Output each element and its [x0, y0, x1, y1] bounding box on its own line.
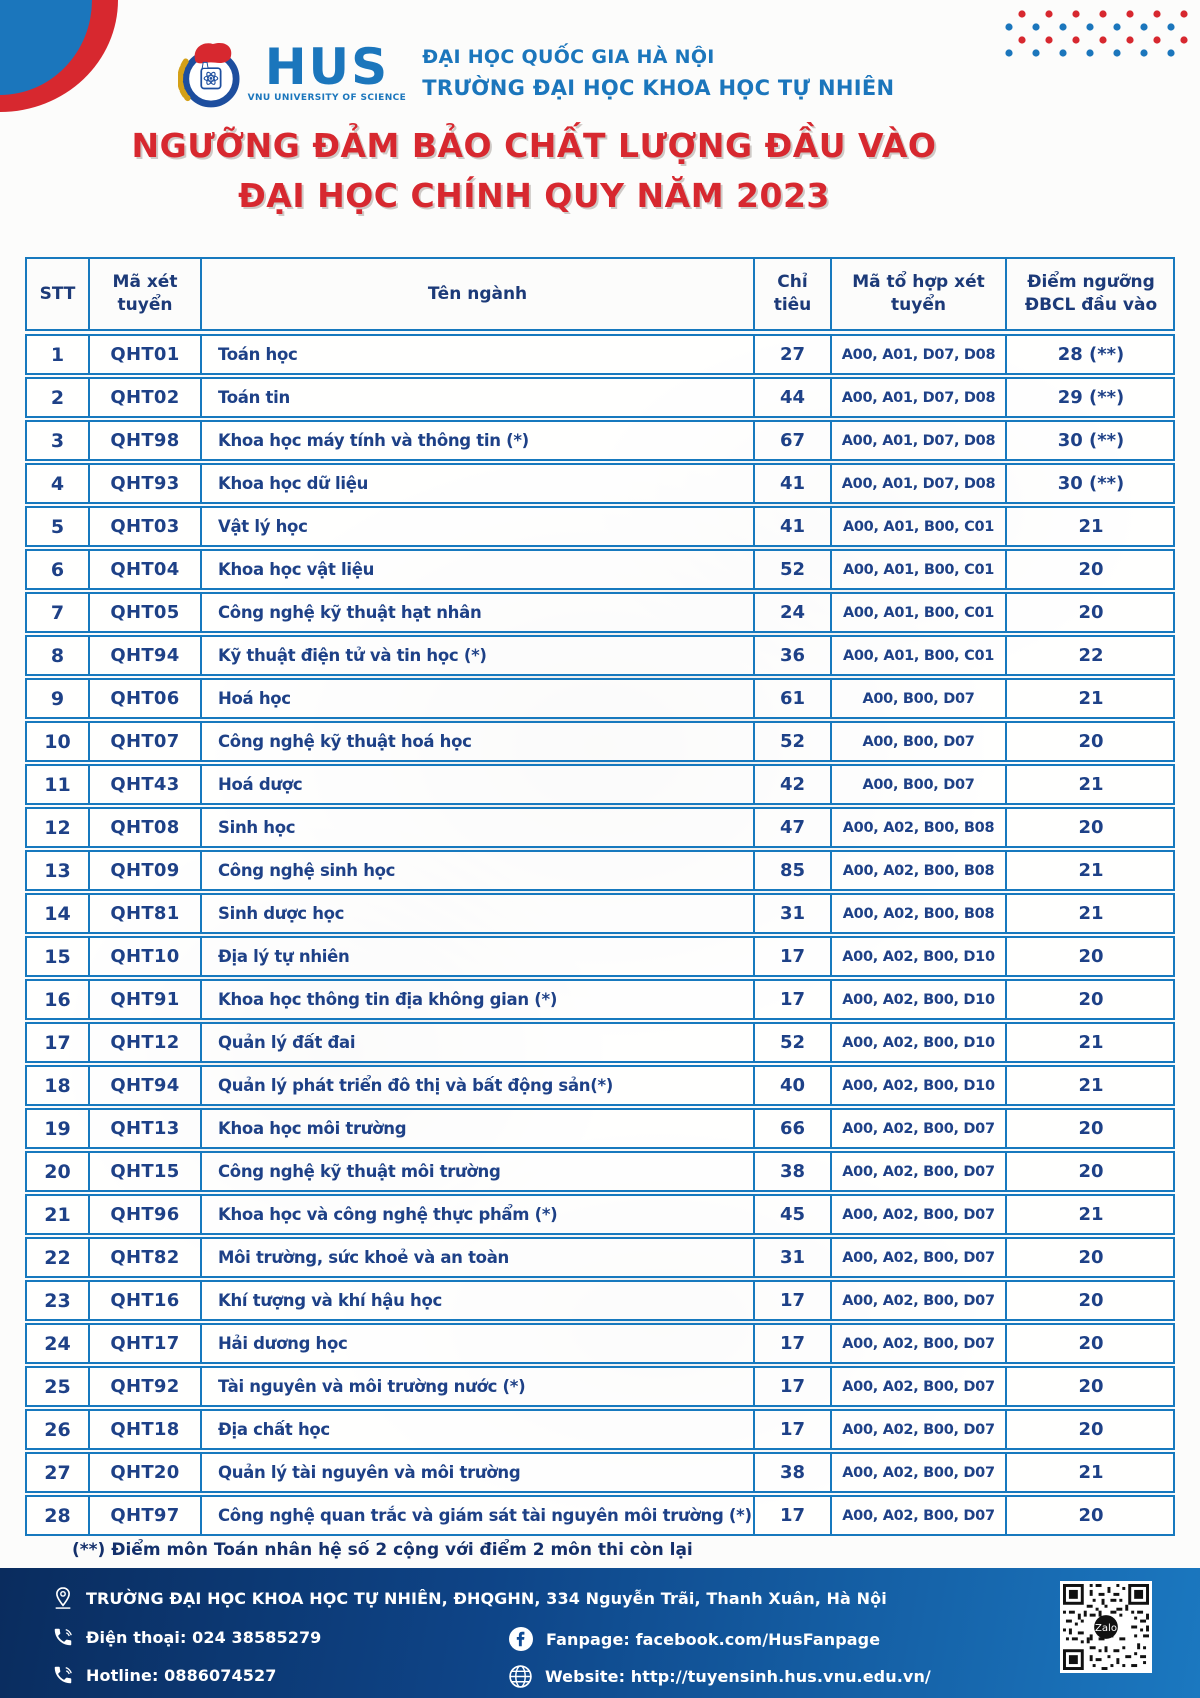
cell-quota: 36	[755, 637, 832, 674]
cell-score: 30 (**)	[1057, 473, 1125, 494]
cell-score: 20	[1078, 559, 1104, 580]
cell-combo: A00, A02, B00, D07	[832, 1497, 1007, 1534]
cell-score: 21	[1078, 1075, 1104, 1096]
cell-code: QHT15	[90, 1153, 202, 1190]
cell-score: 20	[1078, 1333, 1104, 1354]
cell-quota: 67	[755, 422, 832, 459]
cell-combo: A00, A02, B00, D07	[832, 1454, 1007, 1491]
cell-combo: A00, B00, D07	[832, 723, 1007, 760]
cell-stt: 23	[27, 1282, 90, 1319]
table-row	[25, 1452, 1175, 1493]
column-header-score: Điểm ngưỡng ĐBCL đầu vào	[1024, 272, 1158, 315]
cell-score: 20	[1078, 1419, 1104, 1440]
cell-score: 21	[1078, 903, 1104, 924]
cell-major: Toán tin	[202, 379, 755, 416]
university-name-vnu: ĐẠI HỌC QUỐC GIA HÀ NỘI	[422, 46, 715, 68]
table-row	[25, 463, 1175, 504]
cell-combo: A00, A02, B00, D07	[832, 1368, 1007, 1405]
cell-major: Môi trường, sức khoẻ và an toàn	[202, 1239, 755, 1276]
address-text: TRƯỜNG ĐẠI HỌC KHOA HỌC TỰ NHIÊN, ĐHQGHN, 334 Nguyễn Trãi, Thanh Xuân, Hà Nội	[86, 1588, 887, 1608]
cell-combo: A00, A02, B00, D07	[832, 1325, 1007, 1362]
table-row	[25, 506, 1175, 547]
cell-stt: 6	[27, 551, 90, 588]
cell-major: Công nghệ sinh học	[202, 852, 755, 889]
cell-major: Khoa học môi trường	[202, 1110, 755, 1147]
table-row	[25, 1108, 1175, 1149]
cell-code: QHT10	[90, 938, 202, 975]
cell-stt: 17	[27, 1024, 90, 1061]
cell-major: Khoa học máy tính và thông tin (*)	[202, 422, 755, 459]
cell-stt: 7	[27, 594, 90, 631]
cell-stt: 24	[27, 1325, 90, 1362]
cell-score: 21	[1078, 516, 1104, 537]
cell-code: QHT97	[90, 1497, 202, 1534]
cell-stt: 28	[27, 1497, 90, 1534]
cell-combo: A00, A02, B00, D07	[832, 1282, 1007, 1319]
phone-row	[52, 1626, 321, 1648]
cell-major: Hải dương học	[202, 1325, 755, 1362]
footer	[0, 1568, 1200, 1698]
cell-major: Vật lý học	[202, 508, 755, 545]
cell-quota: 24	[755, 594, 832, 631]
cell-stt: 2	[27, 379, 90, 416]
cell-combo: A00, A01, D07, D08	[832, 465, 1007, 502]
cell-combo: A00, A02, B00, D10	[832, 1067, 1007, 1104]
cell-code: QHT05	[90, 594, 202, 631]
cell-quota: 17	[755, 1497, 832, 1534]
cell-major: Địa lý tự nhiên	[202, 938, 755, 975]
cell-stt: 9	[27, 680, 90, 717]
cell-code: QHT08	[90, 809, 202, 846]
cell-score: 20	[1078, 817, 1104, 838]
cell-stt: 19	[27, 1110, 90, 1147]
cell-code: QHT01	[90, 336, 202, 373]
cell-combo: A00, A02, B00, D10	[832, 1024, 1007, 1061]
footnote-text: (**) Điểm môn Toán nhân hệ số 2 cộng với điểm 2 môn thi còn lại	[72, 1540, 693, 1560]
cell-code: QHT91	[90, 981, 202, 1018]
cell-stt: 18	[27, 1067, 90, 1104]
cell-code: QHT96	[90, 1196, 202, 1233]
cell-score: 20	[1078, 946, 1104, 967]
cell-combo: A00, A02, B00, D07	[832, 1411, 1007, 1448]
table-row	[25, 1194, 1175, 1235]
cell-major: Địa chất học	[202, 1411, 755, 1448]
cell-combo: A00, A01, B00, C01	[832, 594, 1007, 631]
cell-score: 20	[1078, 1247, 1104, 1268]
cell-score: 20	[1078, 731, 1104, 752]
cell-major: Sinh học	[202, 809, 755, 846]
cell-stt: 10	[27, 723, 90, 760]
cell-quota: 31	[755, 895, 832, 932]
cell-score: 20	[1078, 1376, 1104, 1397]
cell-major: Công nghệ quan trắc và giám sát tài nguyên môi trường (*)	[202, 1497, 755, 1534]
table-row	[25, 850, 1175, 891]
address-row	[52, 1586, 887, 1610]
cell-combo: A00, A02, B00, D07	[832, 1196, 1007, 1233]
table-row	[25, 893, 1175, 934]
cell-quota: 66	[755, 1110, 832, 1147]
cell-stt: 11	[27, 766, 90, 803]
cell-combo: A00, A01, D07, D08	[832, 422, 1007, 459]
location-pin-icon	[52, 1586, 74, 1610]
cell-major: Quản lý phát triển đô thị và bất động sản(*)	[202, 1067, 755, 1104]
table-row	[25, 1366, 1175, 1407]
facebook-icon	[508, 1626, 534, 1652]
logo-acronym: HUS	[264, 38, 390, 96]
table-row	[25, 635, 1175, 676]
column-header-combo: Mã tổ hợp xét tuyển	[832, 259, 1007, 329]
cell-code: QHT07	[90, 723, 202, 760]
cell-score: 20	[1078, 1118, 1104, 1139]
cell-quota: 41	[755, 465, 832, 502]
cell-quota: 38	[755, 1454, 832, 1491]
cell-score: 29 (**)	[1057, 387, 1125, 408]
column-header-stt: STT	[27, 259, 90, 329]
cell-quota: 17	[755, 1325, 832, 1362]
globe-icon	[508, 1664, 533, 1689]
cell-major: Công nghệ kỹ thuật hạt nhân	[202, 594, 755, 631]
cell-score: 20	[1078, 1505, 1104, 1526]
cell-combo: A00, A01, B00, C01	[832, 637, 1007, 674]
table-row	[25, 1280, 1175, 1321]
website-text: Website: http://tuyensinh.hus.vnu.edu.vn/	[545, 1667, 931, 1686]
fanpage-row	[508, 1626, 880, 1652]
cell-combo: A00, A02, B00, B08	[832, 809, 1007, 846]
cell-combo: A00, A01, D07, D08	[832, 336, 1007, 373]
cell-stt: 8	[27, 637, 90, 674]
logo-subtitle: VNU UNIVERSITY OF SCIENCE	[247, 93, 407, 103]
cell-score: 20	[1078, 989, 1104, 1010]
table-row	[25, 721, 1175, 762]
cell-code: QHT43	[90, 766, 202, 803]
cell-score: 20	[1078, 602, 1104, 623]
cell-stt: 27	[27, 1454, 90, 1491]
hus-logo-emblem	[178, 40, 240, 108]
cell-major: Khí tượng và khí hậu học	[202, 1282, 755, 1319]
cell-code: QHT20	[90, 1454, 202, 1491]
cell-combo: A00, A02, B00, B08	[832, 852, 1007, 889]
cell-stt: 13	[27, 852, 90, 889]
cell-stt: 20	[27, 1153, 90, 1190]
cell-score: 21	[1078, 860, 1104, 881]
table-row	[25, 764, 1175, 805]
cell-stt: 21	[27, 1196, 90, 1233]
column-header-quota: Chỉ tiêu	[755, 259, 832, 329]
cell-code: QHT03	[90, 508, 202, 545]
column-header-major: Tên ngành	[202, 259, 755, 329]
poster-title	[0, 126, 1200, 215]
phone-icon	[52, 1664, 74, 1686]
table-row	[25, 420, 1175, 461]
cell-score: 21	[1078, 688, 1104, 709]
cell-combo: A00, A01, D07, D08	[832, 379, 1007, 416]
cell-major: Khoa học thông tin địa không gian (*)	[202, 981, 755, 1018]
cell-code: QHT16	[90, 1282, 202, 1319]
table-row	[25, 979, 1175, 1020]
cell-combo: A00, A02, B00, D07	[832, 1153, 1007, 1190]
admissions-table	[25, 257, 1175, 1538]
cell-major: Toán học	[202, 336, 755, 373]
cell-quota: 17	[755, 938, 832, 975]
cell-code: QHT18	[90, 1411, 202, 1448]
cell-code: QHT12	[90, 1024, 202, 1061]
cell-major: Khoa học vật liệu	[202, 551, 755, 588]
cell-score: 21	[1078, 774, 1104, 795]
cell-major: Quản lý tài nguyên và môi trường	[202, 1454, 755, 1491]
hotline-text: Hotline: 0886074527	[86, 1665, 277, 1685]
cell-quota: 17	[755, 1368, 832, 1405]
cell-combo: A00, A01, B00, C01	[832, 551, 1007, 588]
table-row	[25, 678, 1175, 719]
cell-major: Công nghệ kỹ thuật môi trường	[202, 1153, 755, 1190]
cell-stt: 25	[27, 1368, 90, 1405]
cell-quota: 17	[755, 1282, 832, 1319]
table-row	[25, 377, 1175, 418]
cell-combo: A00, A02, B00, D10	[832, 938, 1007, 975]
cell-code: QHT94	[90, 637, 202, 674]
cell-major: Quản lý đất đai	[202, 1024, 755, 1061]
table-row	[25, 592, 1175, 633]
cell-score: 30 (**)	[1057, 430, 1125, 451]
phone-text: Điện thoại: 024 38585279	[86, 1627, 322, 1647]
phone-icon	[52, 1626, 74, 1648]
poster-title-line2: ĐẠI HỌC CHÍNH QUY NĂM 2023	[238, 176, 830, 215]
cell-code: QHT13	[90, 1110, 202, 1147]
cell-quota: 52	[755, 551, 832, 588]
cell-code: QHT02	[90, 379, 202, 416]
table-row	[25, 936, 1175, 977]
table-row	[25, 1409, 1175, 1450]
cell-score: 20	[1078, 1161, 1104, 1182]
cell-code: QHT98	[90, 422, 202, 459]
cell-code: QHT94	[90, 1067, 202, 1104]
table-row	[25, 1022, 1175, 1063]
cell-major: Công nghệ kỹ thuật hoá học	[202, 723, 755, 760]
table-row	[25, 549, 1175, 590]
cell-stt: 3	[27, 422, 90, 459]
cell-major: Tài nguyên và môi trường nước (*)	[202, 1368, 755, 1405]
cell-code: QHT93	[90, 465, 202, 502]
zalo-label: Zalo	[1094, 1623, 1118, 1635]
cell-quota: 41	[755, 508, 832, 545]
hotline-row	[52, 1664, 276, 1686]
university-name-school: TRƯỜNG ĐẠI HỌC KHOA HỌC TỰ NHIÊN	[422, 76, 895, 100]
website-row	[508, 1664, 931, 1689]
cell-combo: A00, A02, B00, D07	[832, 1110, 1007, 1147]
cell-stt: 4	[27, 465, 90, 502]
cell-quota: 40	[755, 1067, 832, 1104]
cell-quota: 85	[755, 852, 832, 889]
cell-quota: 31	[755, 1239, 832, 1276]
table-row	[25, 807, 1175, 848]
cell-score: 21	[1078, 1032, 1104, 1053]
cell-score: 21	[1078, 1462, 1104, 1483]
cell-quota: 61	[755, 680, 832, 717]
cell-stt: 22	[27, 1239, 90, 1276]
cell-major: Khoa học dữ liệu	[202, 465, 755, 502]
cell-stt: 15	[27, 938, 90, 975]
cell-stt: 1	[27, 336, 90, 373]
column-header-code: Mã xét tuyển	[90, 259, 202, 329]
cell-combo: A00, B00, D07	[832, 680, 1007, 717]
cell-major: Hoá dược	[202, 766, 755, 803]
cell-major: Khoa học và công nghệ thực phẩm (*)	[202, 1196, 755, 1233]
cell-quota: 47	[755, 809, 832, 846]
zalo-qr-code	[1060, 1581, 1152, 1673]
table-row	[25, 1065, 1175, 1106]
cell-quota: 45	[755, 1196, 832, 1233]
cell-stt: 14	[27, 895, 90, 932]
cell-combo: A00, A01, B00, C01	[832, 508, 1007, 545]
cell-quota: 44	[755, 379, 832, 416]
table-row	[25, 1151, 1175, 1192]
cell-combo: A00, A02, B00, D10	[832, 981, 1007, 1018]
cell-major: Hoá học	[202, 680, 755, 717]
cell-code: QHT82	[90, 1239, 202, 1276]
table-header-row	[25, 257, 1175, 331]
cell-stt: 26	[27, 1411, 90, 1448]
fanpage-text: Fanpage: facebook.com/HusFanpage	[546, 1629, 881, 1649]
cell-code: QHT04	[90, 551, 202, 588]
cell-quota: 17	[755, 1411, 832, 1448]
cell-score: 28 (**)	[1057, 344, 1125, 365]
cell-quota: 17	[755, 981, 832, 1018]
cell-stt: 5	[27, 508, 90, 545]
cell-code: QHT17	[90, 1325, 202, 1362]
cell-combo: A00, A02, B00, B08	[832, 895, 1007, 932]
brand-header	[0, 40, 1200, 108]
cell-code: QHT92	[90, 1368, 202, 1405]
table-body	[25, 334, 1175, 1536]
table-row	[25, 1237, 1175, 1278]
table-row	[25, 334, 1175, 375]
cell-code: QHT81	[90, 895, 202, 932]
cell-stt: 16	[27, 981, 90, 1018]
cell-code: QHT06	[90, 680, 202, 717]
cell-quota: 42	[755, 766, 832, 803]
cell-quota: 52	[755, 723, 832, 760]
cell-quota: 52	[755, 1024, 832, 1061]
cell-quota: 38	[755, 1153, 832, 1190]
cell-code: QHT09	[90, 852, 202, 889]
cell-combo: A00, B00, D07	[832, 766, 1007, 803]
cell-score: 21	[1078, 1204, 1104, 1225]
cell-score: 20	[1078, 1290, 1104, 1311]
cell-combo: A00, A02, B00, D07	[832, 1239, 1007, 1276]
cell-score: 22	[1078, 645, 1104, 666]
cell-quota: 27	[755, 336, 832, 373]
table-row	[25, 1323, 1175, 1364]
cell-stt: 12	[27, 809, 90, 846]
table-row	[25, 1495, 1175, 1536]
cell-major: Kỹ thuật điện tử và tin học (*)	[202, 637, 755, 674]
poster-title-line1: NGƯỠNG ĐẢM BẢO CHẤT LƯỢNG ĐẦU VÀO	[131, 126, 937, 165]
cell-major: Sinh dược học	[202, 895, 755, 932]
